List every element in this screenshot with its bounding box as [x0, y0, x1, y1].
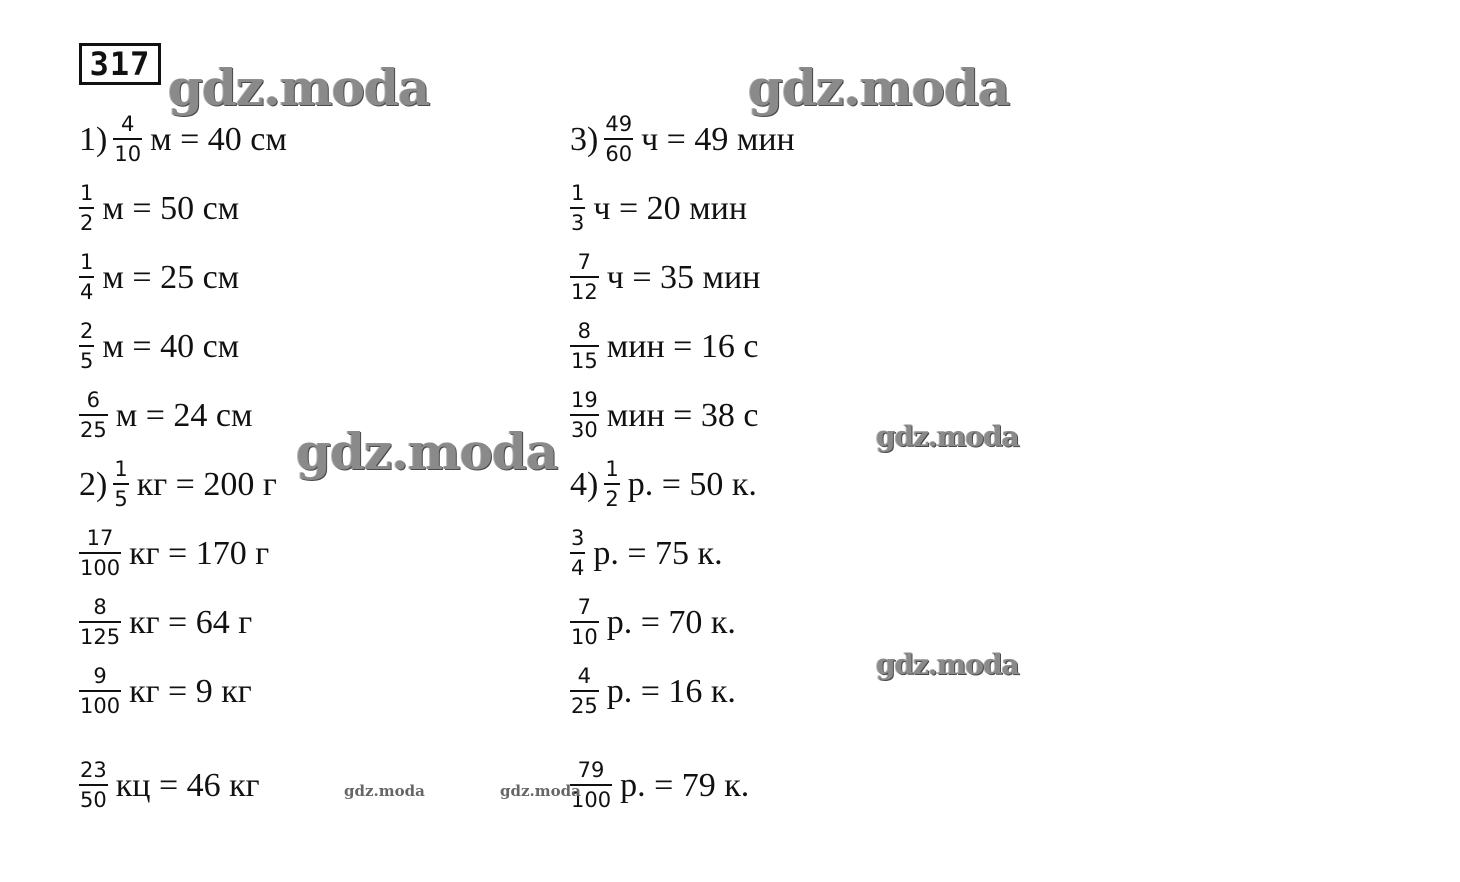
fraction-numerator: 4 [121, 112, 135, 136]
equation-result: ч = 49 мин [641, 120, 795, 158]
fraction-numerator: 3 [571, 526, 585, 550]
item-number: 1) [79, 120, 108, 158]
fraction-numerator: 8 [93, 595, 107, 619]
equation-result: ч = 35 мин [606, 258, 761, 296]
equation-result: м = 40 см [102, 327, 240, 365]
fraction [79, 597, 121, 648]
equation-line [79, 459, 277, 510]
fraction-numerator: 8 [577, 319, 592, 343]
equation-line [570, 597, 736, 648]
fraction [570, 252, 599, 303]
fraction-numerator: 1 [605, 457, 619, 481]
equation-line [570, 252, 760, 303]
fraction-denominator: 60 [605, 142, 633, 166]
equation-line [79, 114, 287, 165]
fraction-denominator: 15 [571, 349, 598, 373]
fraction-denominator: 5 [80, 349, 94, 373]
equation-line [570, 459, 757, 510]
item-number: 4) [570, 465, 599, 503]
equation-result: ч = 20 мин [593, 189, 748, 227]
fraction-numerator: 79 [577, 758, 605, 782]
fraction-denominator: 100 [571, 788, 612, 812]
equation-line [79, 321, 239, 372]
equation-line [79, 666, 252, 717]
fraction [570, 321, 599, 372]
fraction [79, 528, 121, 579]
equation-result: р. = 70 к. [606, 603, 736, 641]
fraction [79, 252, 94, 303]
equation-result: р. = 50 к. [627, 465, 757, 503]
fraction-denominator: 10 [571, 625, 598, 649]
watermark: gdz.moda [876, 648, 1019, 681]
fraction [570, 528, 585, 579]
equation-line [79, 760, 260, 811]
fraction [570, 390, 599, 441]
fraction-denominator: 5 [114, 487, 128, 511]
fraction-numerator: 9 [93, 664, 107, 688]
equation-result: мин = 38 с [606, 396, 759, 434]
fraction [79, 321, 94, 372]
equation-line [570, 114, 795, 165]
equation-result: м = 40 см [150, 120, 287, 158]
fraction-numerator: 2 [80, 319, 94, 343]
equation-line [570, 183, 747, 234]
fraction-denominator: 50 [80, 788, 107, 812]
fraction-numerator: 23 [80, 758, 107, 782]
fraction-numerator: 19 [571, 388, 598, 412]
equation-line [79, 252, 239, 303]
equation-line [79, 528, 269, 579]
fraction [79, 183, 94, 234]
equation-result: р. = 75 к. [593, 534, 723, 572]
fraction-denominator: 3 [571, 211, 585, 235]
fraction-denominator: 4 [80, 280, 94, 304]
equation-line [79, 390, 253, 441]
item-number: 2) [79, 465, 108, 503]
fraction-denominator: 10 [114, 142, 142, 166]
fraction [570, 183, 585, 234]
fraction-denominator: 2 [80, 211, 94, 235]
fraction [113, 114, 142, 165]
fraction-numerator: 17 [86, 526, 114, 550]
equation-result: р. = 79 к. [620, 766, 750, 804]
fraction [79, 760, 108, 811]
equation-result: м = 24 см [115, 396, 253, 434]
fraction-denominator: 30 [571, 418, 598, 442]
fraction-numerator: 1 [80, 181, 94, 205]
equation-line [570, 666, 736, 717]
fraction-numerator: 7 [577, 250, 592, 274]
fraction [604, 114, 633, 165]
fraction-denominator: 125 [80, 625, 121, 649]
watermark: gdz.moda [168, 58, 430, 117]
fraction-denominator: 2 [605, 487, 619, 511]
equation-result: м = 25 см [102, 258, 240, 296]
watermark: gdz.moda [296, 422, 558, 481]
fraction-numerator: 49 [605, 112, 633, 136]
fraction-denominator: 4 [571, 556, 585, 580]
fraction-denominator: 25 [80, 418, 107, 442]
fraction-denominator: 100 [80, 556, 121, 580]
equation-result: мин = 16 с [606, 327, 759, 365]
equation-result: кг = 64 г [129, 603, 253, 641]
task-number-box: 317 [79, 43, 161, 85]
fraction [604, 459, 619, 510]
fraction-numerator: 1 [80, 250, 94, 274]
fraction [570, 666, 599, 717]
equation-result: кг = 170 г [129, 534, 270, 572]
equation-result: кц = 46 кг [115, 766, 260, 804]
equation-result: кг = 200 г [136, 465, 277, 503]
fraction [113, 459, 128, 510]
equation-line [570, 390, 758, 441]
fraction-numerator: 1 [571, 181, 585, 205]
fraction-denominator: 12 [571, 280, 598, 304]
fraction [79, 666, 121, 717]
watermark: gdz.moda [876, 420, 1019, 453]
equation-line [570, 321, 758, 372]
fraction-denominator: 100 [80, 694, 121, 718]
equation-line [570, 528, 723, 579]
equation-result: р. = 16 к. [606, 672, 736, 710]
fraction [570, 597, 599, 648]
watermark: gdz.moda [344, 782, 425, 800]
fraction-numerator: 1 [114, 457, 128, 481]
watermark: gdz.moda [748, 58, 1010, 117]
equation-line [570, 760, 749, 811]
equation-line [79, 183, 239, 234]
equation-result: кг = 9 кг [129, 672, 252, 710]
watermark: gdz.moda [500, 782, 581, 800]
equation-line [79, 597, 252, 648]
fraction-denominator: 25 [571, 694, 598, 718]
equation-result: м = 50 см [102, 189, 240, 227]
fraction-numerator: 7 [577, 595, 592, 619]
fraction-numerator: 6 [86, 388, 101, 412]
item-number: 3) [570, 120, 599, 158]
fraction-numerator: 4 [577, 664, 592, 688]
fraction [79, 390, 108, 441]
